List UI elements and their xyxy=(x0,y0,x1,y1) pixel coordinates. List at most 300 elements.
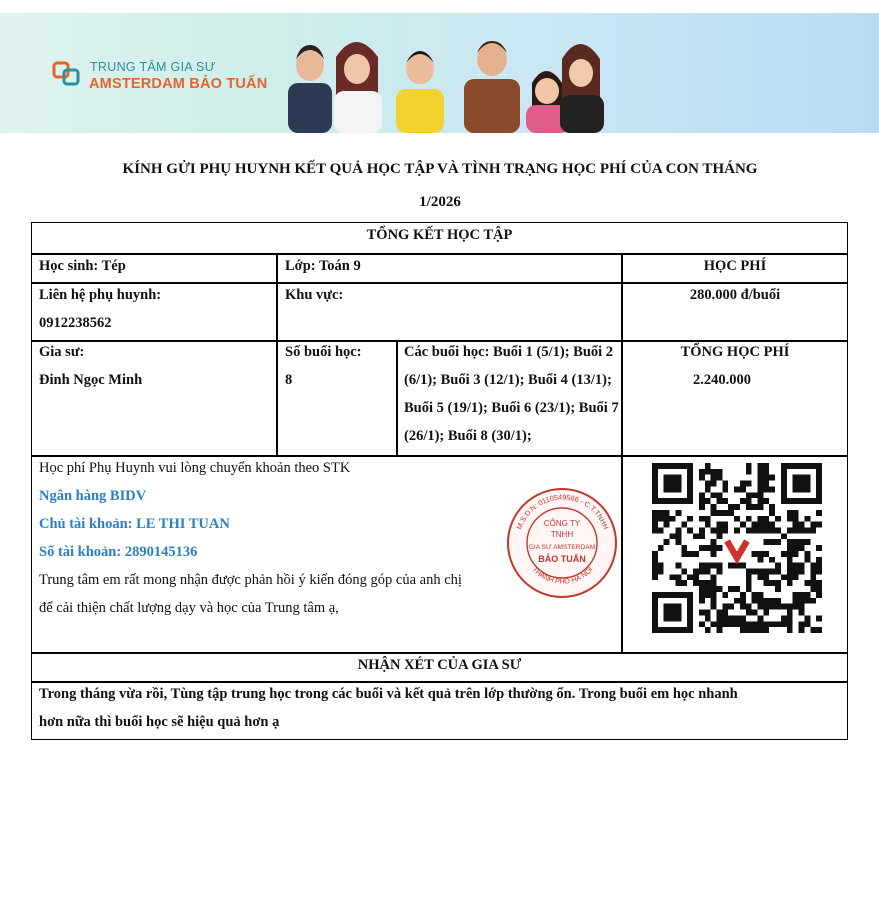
qr-module xyxy=(758,574,764,580)
qr-module xyxy=(705,563,711,569)
qr-module xyxy=(681,545,687,551)
qr-module xyxy=(699,504,705,510)
qr-module xyxy=(799,627,805,633)
qr-module xyxy=(693,533,699,539)
qr-module xyxy=(699,475,705,481)
qr-module xyxy=(746,481,752,487)
qr-module xyxy=(746,621,752,627)
qr-module xyxy=(810,527,816,533)
qr-module xyxy=(664,510,670,516)
qr-module xyxy=(658,545,664,551)
col-divider xyxy=(276,253,278,455)
qr-module xyxy=(716,621,722,627)
bank-name: Ngân hàng BIDV xyxy=(39,488,147,504)
comments-line: Trong tháng vừa rồi, Tùng tập trung học trong các buổi và kết quả trên lớp thường ổn. Trong buổi em học nhanh xyxy=(39,686,738,702)
qr-module xyxy=(763,598,769,604)
qr-module xyxy=(705,486,711,492)
qr-module xyxy=(758,592,764,598)
qr-module xyxy=(705,481,711,487)
qr-module xyxy=(799,527,805,533)
qr-module xyxy=(816,615,822,621)
qr-module xyxy=(804,527,810,533)
qr-module xyxy=(752,551,758,557)
qr-module xyxy=(728,586,734,592)
qr-module xyxy=(705,522,711,528)
qr-module xyxy=(740,522,746,528)
qr-module xyxy=(699,533,705,539)
qr-module xyxy=(793,569,799,575)
qr-module xyxy=(793,545,799,551)
qr-module xyxy=(799,569,805,575)
qr-module xyxy=(758,551,764,557)
qr-module xyxy=(752,504,758,510)
qr-module xyxy=(799,598,805,604)
report-title: KÍNH GỬI PHỤ HUYNH KẾT QUẢ HỌC TẬP VÀ TÌNH TRẠNG HỌC PHÍ CỦA CON THÁNG xyxy=(122,161,758,177)
qr-module xyxy=(775,586,781,592)
qr-module xyxy=(804,516,810,522)
qr-module xyxy=(711,604,717,610)
qr-module xyxy=(804,551,810,557)
qr-module xyxy=(705,580,711,586)
qr-module xyxy=(705,627,711,633)
qr-module xyxy=(769,486,775,492)
qr-module xyxy=(716,498,722,504)
qr-module xyxy=(746,516,752,522)
qr-module xyxy=(658,527,664,533)
qr-module xyxy=(716,522,722,528)
qr-module xyxy=(652,527,658,533)
qr-module xyxy=(693,574,699,580)
qr-module xyxy=(804,539,810,545)
qr-module xyxy=(722,498,728,504)
qr-module xyxy=(705,469,711,475)
qr-module xyxy=(699,516,705,522)
qr-module xyxy=(793,574,799,580)
qr-module xyxy=(810,586,816,592)
qr-module xyxy=(699,563,705,569)
qr-module xyxy=(775,539,781,545)
qr-module xyxy=(758,621,764,627)
payment-block xyxy=(39,454,509,622)
qr-module xyxy=(810,569,816,575)
total-fee-value: 2.240.000 xyxy=(693,372,751,388)
stamp-line2: TNHH xyxy=(550,530,574,539)
qr-module xyxy=(763,527,769,533)
qr-module xyxy=(746,498,752,504)
qr-module xyxy=(711,574,717,580)
qr-module xyxy=(722,481,728,487)
qr-module xyxy=(763,569,769,575)
account-number: Số tài khoản: 2890145136 xyxy=(39,544,198,560)
qr-module xyxy=(758,469,764,475)
qr-module xyxy=(758,498,764,504)
qr-module xyxy=(740,486,746,492)
qr-module xyxy=(763,498,769,504)
qr-module xyxy=(787,510,793,516)
qr-module xyxy=(716,627,722,633)
qr-module xyxy=(722,486,728,492)
qr-module xyxy=(769,475,775,481)
qr-module xyxy=(705,545,711,551)
qr-module xyxy=(787,516,793,522)
qr-module xyxy=(793,598,799,604)
qr-module xyxy=(781,533,787,539)
qr-module xyxy=(752,627,758,633)
qr-module xyxy=(763,627,769,633)
qr-module xyxy=(716,492,722,498)
qr-module xyxy=(728,615,734,621)
qr-module xyxy=(670,516,676,522)
header-banner xyxy=(0,13,879,133)
qr-module xyxy=(804,621,810,627)
qr-module xyxy=(816,586,822,592)
qr-module xyxy=(758,598,764,604)
qr-module xyxy=(740,621,746,627)
qr-module xyxy=(775,569,781,575)
qr-module xyxy=(787,615,793,621)
qr-module xyxy=(804,615,810,621)
qr-module xyxy=(711,469,717,475)
qr-module xyxy=(652,563,658,569)
qr-module xyxy=(793,527,799,533)
qr-module xyxy=(793,516,799,522)
qr-module xyxy=(787,569,793,575)
qr-module xyxy=(758,516,764,522)
qr-module xyxy=(758,527,764,533)
qr-module xyxy=(652,516,658,522)
qr-module xyxy=(705,592,711,598)
qr-module xyxy=(675,510,681,516)
qr-module xyxy=(816,545,822,551)
qr-module xyxy=(711,545,717,551)
qr-module xyxy=(799,545,805,551)
comments-heading: NHẬN XÉT CỦA GIA SƯ xyxy=(357,657,522,673)
qr-module xyxy=(705,586,711,592)
qr-module xyxy=(758,604,764,610)
qr-module xyxy=(740,563,746,569)
brand-logo-icon xyxy=(52,60,84,88)
qr-module xyxy=(711,527,717,533)
qr-module xyxy=(675,533,681,539)
qr-module xyxy=(687,516,693,522)
qr-module xyxy=(740,498,746,504)
qr-module xyxy=(716,563,722,569)
qr-module xyxy=(793,563,799,569)
qr-module xyxy=(746,463,752,469)
qr-module xyxy=(804,580,810,586)
qr-module xyxy=(763,610,769,616)
qr-module xyxy=(758,615,764,621)
stamp-ring-text: M.S.D.N: 0110549586 - C.T.TNHH xyxy=(514,492,611,531)
qr-module xyxy=(699,586,705,592)
qr-module xyxy=(699,569,705,575)
qr-module xyxy=(716,510,722,516)
qr-module xyxy=(693,569,699,575)
qr-module xyxy=(728,504,734,510)
qr-module xyxy=(699,469,705,475)
qr-module xyxy=(711,621,717,627)
qr-module xyxy=(699,492,705,498)
qr-module xyxy=(711,481,717,487)
qr-module xyxy=(752,610,758,616)
qr-module xyxy=(793,539,799,545)
qr-module xyxy=(810,522,816,528)
qr-module xyxy=(787,580,793,586)
qr-module xyxy=(769,580,775,586)
student-name: Học sinh: Tép xyxy=(39,258,126,274)
qr-module xyxy=(769,598,775,604)
qr-module xyxy=(775,527,781,533)
qr-module xyxy=(728,621,734,627)
qr-module xyxy=(781,551,787,557)
qr-module xyxy=(746,586,752,592)
tutor-name: Đinh Ngọc Minh xyxy=(39,372,143,388)
qr-module xyxy=(775,516,781,522)
qr-module xyxy=(687,574,693,580)
qr-module xyxy=(711,598,717,604)
qr-module xyxy=(816,522,822,528)
qr-module xyxy=(664,516,670,522)
tutor-label: Gia sư: xyxy=(39,344,85,360)
comments-body xyxy=(39,680,844,736)
qr-module xyxy=(752,522,758,528)
qr-module xyxy=(799,563,805,569)
qr-module xyxy=(705,615,711,621)
sessions-list xyxy=(404,338,621,450)
qr-module xyxy=(763,621,769,627)
qr-module xyxy=(758,569,764,575)
qr-module xyxy=(675,527,681,533)
qr-module xyxy=(658,510,664,516)
qr-module xyxy=(675,574,681,580)
qr-module xyxy=(722,592,728,598)
qr-module xyxy=(728,510,734,516)
qr-module xyxy=(716,469,722,475)
company-stamp xyxy=(505,486,620,601)
qr-module xyxy=(746,469,752,475)
qr-module xyxy=(740,615,746,621)
area-label: Khu vực: xyxy=(285,287,344,303)
qr-module xyxy=(816,510,822,516)
qr-module xyxy=(787,610,793,616)
qr-module xyxy=(711,551,717,557)
qr-module xyxy=(816,592,822,598)
qr-module xyxy=(711,475,717,481)
qr-module xyxy=(722,615,728,621)
qr-module xyxy=(758,557,764,563)
qr-module xyxy=(716,610,722,616)
qr-module xyxy=(763,475,769,481)
qr-module xyxy=(799,592,805,598)
qr-module xyxy=(699,598,705,604)
brand-line2: AMSTERDAM BẢO TUẤN xyxy=(89,76,268,92)
qr-module xyxy=(787,574,793,580)
qr-module xyxy=(758,504,764,510)
col-divider xyxy=(621,253,623,652)
qr-module xyxy=(746,527,752,533)
qr-module xyxy=(716,615,722,621)
qr-module xyxy=(681,569,687,575)
qr-module xyxy=(763,522,769,528)
qr-module xyxy=(746,604,752,610)
qr-module xyxy=(670,574,676,580)
payment-qr-code xyxy=(652,462,822,634)
sessions-label: Số buổi học: xyxy=(285,344,362,360)
qr-module xyxy=(740,481,746,487)
qr-module xyxy=(816,580,822,586)
qr-module xyxy=(769,522,775,528)
parent-contact-value: 0912238562 xyxy=(39,315,112,331)
qr-module xyxy=(763,539,769,545)
qr-module xyxy=(740,627,746,633)
qr-module xyxy=(681,522,687,528)
qr-module xyxy=(758,522,764,528)
qr-module xyxy=(728,604,734,610)
sessions-count: 8 xyxy=(285,372,293,388)
qr-module xyxy=(763,481,769,487)
qr-module xyxy=(693,551,699,557)
qr-module xyxy=(758,481,764,487)
account-holder: Chủ tài khoản: LE THI TUAN xyxy=(39,516,230,532)
banner-people-photo xyxy=(270,13,610,133)
qr-module xyxy=(769,569,775,575)
qr-module xyxy=(652,522,658,528)
qr-module xyxy=(752,592,758,598)
qr-module xyxy=(763,516,769,522)
qr-module xyxy=(781,615,787,621)
qr-module xyxy=(781,574,787,580)
qr-module xyxy=(746,574,752,580)
payment-intro: Học phí Phụ Huynh vui lòng chuyển khoản theo STK xyxy=(39,460,351,476)
qr-module xyxy=(793,592,799,598)
qr-module xyxy=(781,621,787,627)
qr-module xyxy=(769,504,775,510)
qr-module xyxy=(787,551,793,557)
qr-module xyxy=(652,569,658,575)
qr-module xyxy=(711,492,717,498)
qr-module xyxy=(705,463,711,469)
qr-module xyxy=(775,563,781,569)
qr-module xyxy=(658,563,664,569)
qr-module xyxy=(775,604,781,610)
brand-line1: TRUNG TÂM GIA SƯ xyxy=(90,60,216,74)
stamp-line4: BẢO TUẤN xyxy=(538,554,586,564)
qr-module xyxy=(734,586,740,592)
stamp-line3: GIA SƯ AMSTERDAM xyxy=(528,544,596,551)
qr-module xyxy=(705,498,711,504)
qr-module xyxy=(734,621,740,627)
qr-module xyxy=(769,557,775,563)
qr-module xyxy=(758,486,764,492)
qr-module xyxy=(752,598,758,604)
qr-module xyxy=(699,580,705,586)
qr-module xyxy=(752,527,758,533)
comments-line: hơn nữa thì buổi học sẽ hiệu quả hơn ạ xyxy=(39,714,280,730)
qr-module xyxy=(763,469,769,475)
qr-module xyxy=(752,621,758,627)
qr-module xyxy=(716,586,722,592)
col-divider xyxy=(396,340,398,455)
qr-module xyxy=(810,580,816,586)
sessions-list-line: Các buổi học: Buổi 1 (5/1); Buổi 2 xyxy=(404,344,614,360)
qr-module xyxy=(699,610,705,616)
qr-module xyxy=(763,604,769,610)
qr-module xyxy=(658,516,664,522)
qr-module xyxy=(816,627,822,633)
qr-module xyxy=(722,621,728,627)
qr-module xyxy=(699,527,705,533)
qr-module xyxy=(758,475,764,481)
qr-module xyxy=(752,569,758,575)
qr-module xyxy=(758,463,764,469)
qr-module xyxy=(716,527,722,533)
qr-module xyxy=(734,504,740,510)
fee-per-session: 280.000 đ/buổi xyxy=(689,287,781,303)
qr-module xyxy=(711,504,717,510)
qr-module xyxy=(787,545,793,551)
qr-module xyxy=(722,604,728,610)
qr-module xyxy=(763,574,769,580)
qr-module xyxy=(781,604,787,610)
qr-module xyxy=(740,604,746,610)
qr-module xyxy=(793,522,799,528)
qr-module xyxy=(763,463,769,469)
qr-module xyxy=(816,563,822,569)
qr-module xyxy=(804,557,810,563)
qr-module xyxy=(787,539,793,545)
qr-module xyxy=(705,610,711,616)
qr-module xyxy=(758,492,764,498)
qr-module xyxy=(734,598,740,604)
qr-module xyxy=(758,627,764,633)
qr-module xyxy=(787,627,793,633)
qr-module xyxy=(740,598,746,604)
report-month: 1/2026 xyxy=(419,194,461,210)
qr-module xyxy=(769,527,775,533)
qr-module xyxy=(664,539,670,545)
qr-module xyxy=(699,621,705,627)
qr-module xyxy=(799,539,805,545)
feedback-line: Trung tâm em rất mong nhận được phản hồi ý kiến đóng góp của anh chị xyxy=(39,572,462,588)
qr-module xyxy=(769,621,775,627)
qr-module xyxy=(804,592,810,598)
qr-module xyxy=(799,522,805,528)
qr-module xyxy=(799,604,805,610)
qr-module xyxy=(746,504,752,510)
qr-module xyxy=(722,510,728,516)
qr-module xyxy=(716,475,722,481)
fee-heading: HỌC PHÍ xyxy=(703,258,767,274)
qr-module xyxy=(799,621,805,627)
sessions-list-line: Buổi 5 (19/1); Buổi 6 (23/1); Buổi 7 xyxy=(404,400,619,416)
qr-module xyxy=(699,498,705,504)
qr-module xyxy=(793,551,799,557)
qr-module xyxy=(746,610,752,616)
qr-module xyxy=(816,557,822,563)
qr-module xyxy=(711,510,717,516)
qr-module xyxy=(746,580,752,586)
qr-module xyxy=(722,527,728,533)
qr-module xyxy=(687,527,693,533)
qr-module xyxy=(775,621,781,627)
qr-module xyxy=(711,580,717,586)
qr-module xyxy=(675,539,681,545)
qr-module xyxy=(734,527,740,533)
qr-module xyxy=(675,580,681,586)
qr-module xyxy=(787,563,793,569)
qr-module xyxy=(793,604,799,610)
qr-module xyxy=(681,580,687,586)
